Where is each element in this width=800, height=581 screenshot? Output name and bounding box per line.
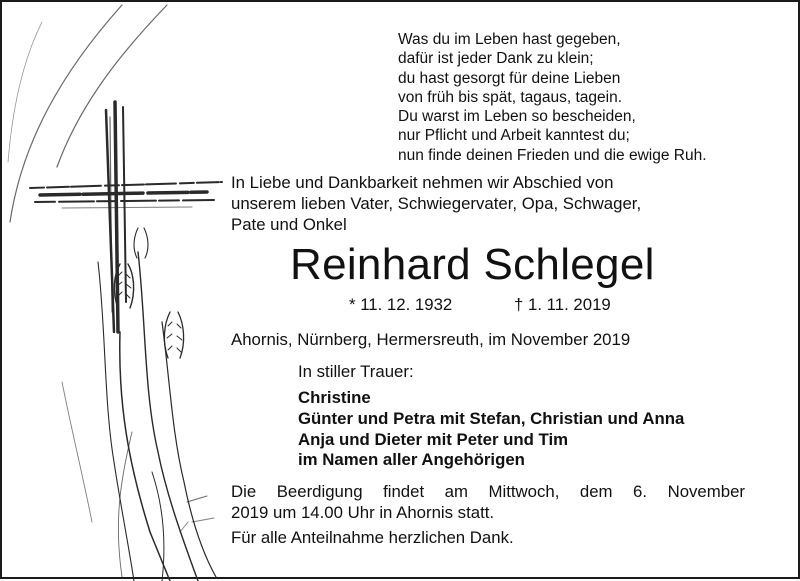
mourner-name: im Namen aller Angehörigen [298,450,525,470]
poem-line: von früh bis spät, tagaus, tagein. [398,88,623,106]
intro-line: In Liebe und Dankbarkeit nehmen wir Abschied von [231,173,614,192]
place-and-date: Ahornis, Nürnberg, Hermersreuth, im November 2019 [231,330,631,349]
funeral-info [231,481,745,523]
mourning-label: In stiller Trauer: [298,362,414,381]
funeral-line: 2019 um 14.00 Uhr in Ahornis statt. [231,503,495,522]
birth-date: * 11. 12. 1932 [349,295,453,314]
funeral-line: Die Beerdigung findet am Mittwoch, dem 6. November [231,482,745,501]
poem [398,30,707,165]
death-date: † 1. 11. 2019 [514,295,611,314]
intro-text [231,172,641,235]
poem-line: du hast gesorgt für deine Lieben [398,69,621,87]
poem-line: nur Pflicht und Arbeit kanntest du; [398,127,630,145]
mourner-name: Günter und Petra mit Stefan, Christian und Anna [298,408,685,428]
intro-line: unserem lieben Vater, Schwiegervater, Opa, Schwager, [231,194,642,213]
thanks-note: Für alle Anteilnahme herzlichen Dank. [231,528,514,547]
poem-line: Du warst im Leben so bescheiden, [398,108,636,126]
mourners-list [298,388,684,471]
poem-line: Was du im Leben hast gegeben, [398,31,621,48]
poem-line: dafür ist jeder Dank zu klein; [398,50,594,68]
mourner-name: Christine [298,388,371,407]
poem-line: nun finde deinen Frieden und die ewige Ruh. [398,146,707,164]
cross-with-wheat-ears-icon [2,2,227,581]
mourner-name: Anja und Dieter mit Peter und Tim [298,429,569,449]
intro-line: Pate und Onkel [231,215,347,234]
deceased-name: Reinhard Schlegel [290,240,655,289]
